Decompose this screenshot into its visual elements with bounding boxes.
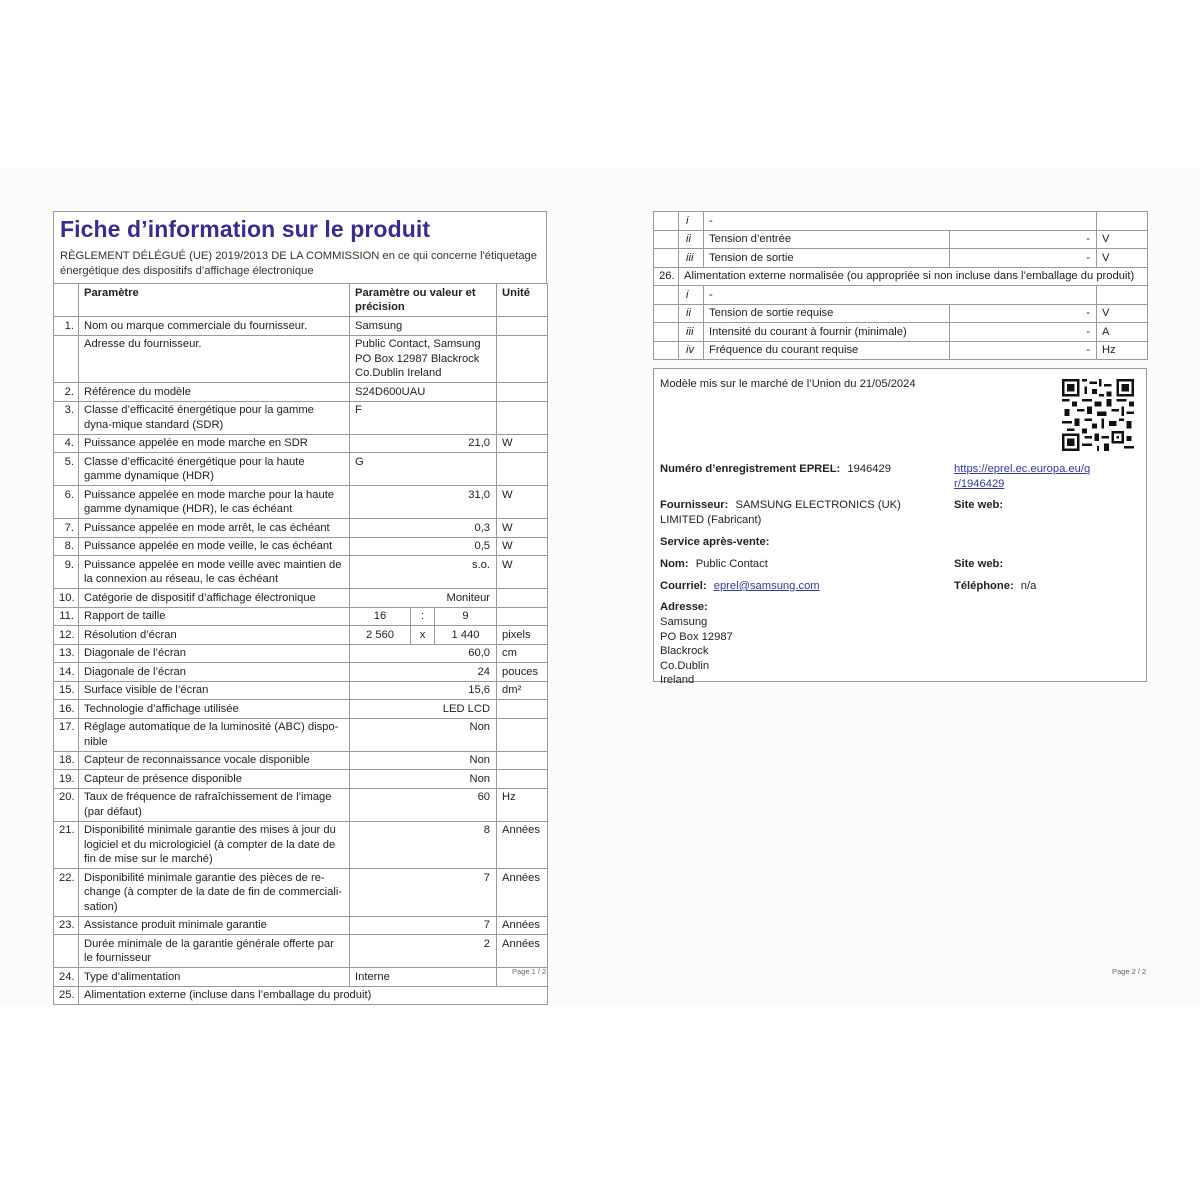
header-unit: Unité — [497, 284, 548, 317]
table-row — [654, 249, 1148, 268]
table-row — [54, 335, 548, 383]
table-row — [54, 788, 548, 821]
table-row — [54, 519, 548, 538]
address-line: PO Box 12987 — [660, 630, 733, 643]
table-row — [654, 230, 1148, 249]
row-param: Classe d’efficacité énergétique pour la haute gamme dynamique (HDR) — [79, 453, 350, 486]
table-row — [54, 770, 548, 789]
row-unit: Hz — [1097, 341, 1148, 360]
row-unit: pouces — [497, 663, 548, 682]
header-param: Paramètre — [79, 284, 350, 317]
row-param: Tension de sortie — [704, 249, 950, 268]
row-subindex: ii — [679, 230, 704, 249]
page-1 — [53, 211, 547, 1005]
address-line: Blackrock — [660, 645, 709, 657]
row-unit: W — [497, 556, 548, 589]
table-row — [54, 537, 548, 556]
row-param: Intensité du courant à fournir (minimale) — [704, 323, 950, 342]
table-row — [654, 323, 1148, 342]
row-number: 21. — [54, 821, 79, 869]
row-subindex: iii — [679, 323, 704, 342]
sheet-header — [53, 211, 547, 283]
row-value: - — [950, 323, 1097, 342]
eprel-link[interactable]: https://eprel.ec.europa.eu/qr/1946429 — [954, 463, 1091, 490]
row-value: - — [950, 230, 1097, 249]
table-row — [54, 986, 548, 1005]
qr-code-icon[interactable] — [1062, 379, 1134, 451]
row-param: Adresse du fournisseur. — [79, 335, 350, 383]
phone-value: n/a — [1020, 580, 1037, 592]
row-param: Durée minimale de la garantie générale offerte par le fournisseur — [79, 935, 350, 968]
page-2-footer: Page 2 / 2 — [1112, 967, 1147, 976]
eprel-info-box — [653, 368, 1147, 686]
power-supply-table — [653, 211, 1148, 360]
row-number: 13. — [54, 644, 79, 663]
row-number: 4. — [54, 434, 79, 453]
row-unit: W — [497, 434, 548, 453]
name-label: Nom: — [660, 558, 689, 570]
table-row — [54, 626, 548, 645]
row-unit: pixels — [497, 626, 548, 645]
table-row — [54, 607, 548, 626]
table-row — [54, 589, 548, 608]
table-row — [54, 935, 548, 968]
row-unit: Années — [497, 935, 548, 968]
email-link[interactable]: eprel@samsung.com — [713, 580, 820, 592]
page-2 — [653, 211, 1147, 686]
table-row — [54, 663, 548, 682]
row-param: Surface visible de l’écran — [79, 681, 350, 700]
row-value: 21,0 — [350, 434, 497, 453]
email-row — [660, 579, 820, 594]
table-row — [54, 821, 548, 869]
resolution-width: 2 560 — [350, 626, 411, 645]
row-param: Référence du modèle — [79, 383, 350, 402]
service-label: Service après-vente: — [660, 536, 770, 548]
ratio-width: 16 — [350, 607, 411, 626]
row-param: Taux de fréquence de rafraîchissement de l’image (par défaut) — [79, 788, 350, 821]
row-param: Disponibilité minimale garantie des pièces de re-change (à compter de la date de fin de commerciali-sation) — [79, 869, 350, 917]
supplier-label: Fournisseur: — [660, 499, 729, 511]
row-unit: W — [497, 519, 548, 538]
row-number: 15. — [54, 681, 79, 700]
row-number: 12. — [54, 626, 79, 645]
row-value: s.o. — [350, 556, 497, 589]
address-block — [660, 615, 733, 688]
row-param: Puissance appelée en mode marche pour la haute gamme dynamique (HDR), le cas échéant — [79, 486, 350, 519]
row-number: 5. — [54, 453, 79, 486]
row-param: Catégorie de dispositif d’affichage électronique — [79, 589, 350, 608]
row-unit: Années — [497, 821, 548, 869]
row-param: Alimentation externe (incluse dans l’emballage du produit) — [79, 986, 548, 1005]
row-value: S24D600UAU — [350, 383, 497, 402]
resolution-height: 1 440 — [435, 626, 497, 645]
address-line: Co.Dublin — [660, 659, 710, 672]
row-param: Tension de sortie requise — [704, 304, 950, 323]
row-subindex: ii — [679, 304, 704, 323]
row-value: Moniteur — [350, 589, 497, 608]
table-header-row — [54, 284, 548, 317]
row-value: 60,0 — [350, 644, 497, 663]
table-row — [54, 700, 548, 719]
table-row — [54, 869, 548, 917]
row-number: 24. — [54, 968, 79, 987]
row-param: - — [704, 212, 1097, 231]
table-row — [654, 304, 1148, 323]
name-value: Public Contact — [695, 558, 768, 570]
table-row — [54, 434, 548, 453]
row-unit: W — [497, 486, 548, 519]
row-value: 2 — [350, 935, 497, 968]
resolution-separator: x — [411, 626, 435, 645]
row-unit: A — [1097, 323, 1148, 342]
row-param: Alimentation externe normalisée (ou appropriée si non incluse dans l’emballage du produit) — [679, 267, 1148, 286]
row-unit: Hz — [497, 788, 548, 821]
eprel-link-wrap — [954, 462, 1094, 491]
contact-name-row — [660, 557, 768, 572]
address-line: Samsung — [660, 616, 708, 628]
row-param: Réglage automatique de la luminosité (ABC) dispo-nible — [79, 718, 350, 751]
row-param: Capteur de reconnaissance vocale disponible — [79, 751, 350, 770]
row-value: F — [350, 401, 497, 434]
row-number: 19. — [54, 770, 79, 789]
row-param: Fréquence du courant requise — [704, 341, 950, 360]
table-row — [54, 718, 548, 751]
row-number: 3. — [54, 401, 79, 434]
address-label: Adresse: — [660, 601, 708, 613]
row-number: 6. — [54, 486, 79, 519]
eprel-number — [660, 462, 891, 477]
row-param: Nom ou marque commerciale du fournisseur. — [79, 317, 350, 336]
table-row — [654, 341, 1148, 360]
row-unit: W — [497, 537, 548, 556]
row-number: 20. — [54, 788, 79, 821]
table-row — [54, 383, 548, 402]
row-value: 15,6 — [350, 681, 497, 700]
product-info-table — [53, 283, 548, 1005]
table-row — [54, 556, 548, 589]
eprel-value: 1946429 — [847, 463, 891, 475]
row-param: Disponibilité minimale garantie des mises à jour du logiciel et du micrologiciel (à compter de la date de fin de mise sur le marché) — [79, 821, 350, 869]
placed-on-market: Modèle mis sur le marché de l’Union du 21/05/2024 — [660, 378, 916, 390]
row-param: Puissance appelée en mode arrêt, le cas échéant — [79, 519, 350, 538]
row-value: LED LCD — [350, 700, 497, 719]
regulation-subtitle: RÈGLEMENT DÉLÉGUÉ (UE) 2019/2013 DE LA COMMISSION en ce qui concerne l'étiquetage énergétique des dispositifs d’affichage électronique — [60, 250, 537, 277]
table-row — [54, 681, 548, 700]
row-number: 1. — [54, 317, 79, 336]
supplier-row — [660, 498, 945, 527]
page-title: Fiche d’information sur le produit — [60, 216, 431, 242]
row-param: Type d’alimentation — [79, 968, 350, 987]
row-number: 23. — [54, 916, 79, 935]
row-value: 24 — [350, 663, 497, 682]
row-value: - — [950, 304, 1097, 323]
header-value: Paramètre ou valeur et précision — [350, 284, 497, 317]
row-value: 7 — [350, 916, 497, 935]
table-row — [54, 317, 548, 336]
row-unit: Années — [497, 869, 548, 917]
row-param: Tension d’entrée — [704, 230, 950, 249]
row-subindex: i — [679, 286, 704, 305]
page-1-footer: Page 1 / 2 — [512, 967, 547, 976]
table-row — [54, 751, 548, 770]
row-value: 0,5 — [350, 537, 497, 556]
row-number: 9. — [54, 556, 79, 589]
table-row — [54, 644, 548, 663]
phone-row — [954, 579, 1036, 594]
table-row — [654, 212, 1148, 231]
row-unit: V — [1097, 249, 1148, 268]
row-number: 26. — [654, 267, 679, 286]
ratio-height: 9 — [435, 607, 497, 626]
row-param: Classe d’efficacité énergétique pour la gamme dyna-mique standard (SDR) — [79, 401, 350, 434]
row-number: 7. — [54, 519, 79, 538]
row-unit: cm — [497, 644, 548, 663]
row-subindex: i — [679, 212, 704, 231]
row-value: 0,3 — [350, 519, 497, 538]
row-number: 17. — [54, 718, 79, 751]
website-label: Site web: — [954, 499, 1004, 511]
row-param: Capteur de présence disponible — [79, 770, 350, 789]
row-param: - — [704, 286, 1097, 305]
table-row — [54, 968, 548, 987]
row-param: Assistance produit minimale garantie — [79, 916, 350, 935]
row-subindex: iv — [679, 341, 704, 360]
row-value: 60 — [350, 788, 497, 821]
row-unit: V — [1097, 304, 1148, 323]
row-value: 8 — [350, 821, 497, 869]
row-param: Puissance appelée en mode marche en SDR — [79, 434, 350, 453]
eprel-label: Numéro d’enregistrement EPREL: — [660, 463, 841, 475]
row-number: 18. — [54, 751, 79, 770]
row-subindex: iii — [679, 249, 704, 268]
supplier-value: SAMSUNG ELECTRONICS (UK) LIMITED (Fabricant) — [660, 499, 901, 526]
table-row — [54, 453, 548, 486]
row-value: 31,0 — [350, 486, 497, 519]
row-number: 25. — [54, 986, 79, 1005]
row-param: Puissance appelée en mode veille avec maintien de la connexion au réseau, le cas échéant — [79, 556, 350, 589]
row-value: G — [350, 453, 497, 486]
row-value: 7 — [350, 869, 497, 917]
row-unit: dm² — [497, 681, 548, 700]
row-unit: V — [1097, 230, 1148, 249]
table-row — [54, 486, 548, 519]
row-param: Diagonale de l’écran — [79, 663, 350, 682]
table-row — [54, 916, 548, 935]
row-number: 16. — [54, 700, 79, 719]
row-value: Non — [350, 770, 497, 789]
row-value: - — [950, 249, 1097, 268]
row-value: Non — [350, 751, 497, 770]
row-param: Technologie d’affichage utilisée — [79, 700, 350, 719]
row-value: Interne — [350, 968, 497, 987]
row-number: 10. — [54, 589, 79, 608]
website2-label: Site web: — [954, 558, 1004, 570]
address-line: Ireland — [660, 674, 695, 686]
row-number: 22. — [54, 869, 79, 917]
row-number: 8. — [54, 537, 79, 556]
table-row — [654, 267, 1148, 286]
row-value: Public Contact, Samsung PO Box 12987 Blackrock Co.Dublin Ireland — [350, 335, 497, 383]
row-value: Samsung — [350, 317, 497, 336]
ratio-separator: : — [411, 607, 435, 626]
phone-label: Téléphone: — [954, 580, 1014, 592]
row-number: 11. — [54, 607, 79, 626]
email-label: Courriel: — [660, 580, 707, 592]
row-number: 2. — [54, 383, 79, 402]
row-param: Puissance appelée en mode veille, le cas échéant — [79, 537, 350, 556]
row-param: Résolution d’écran — [79, 626, 350, 645]
table-row — [54, 401, 548, 434]
table-row — [654, 286, 1148, 305]
row-param: Diagonale de l’écran — [79, 644, 350, 663]
row-value: - — [950, 341, 1097, 360]
row-number: 14. — [54, 663, 79, 682]
row-value: Non — [350, 718, 497, 751]
row-param: Rapport de taille — [79, 607, 350, 626]
row-unit: Années — [497, 916, 548, 935]
